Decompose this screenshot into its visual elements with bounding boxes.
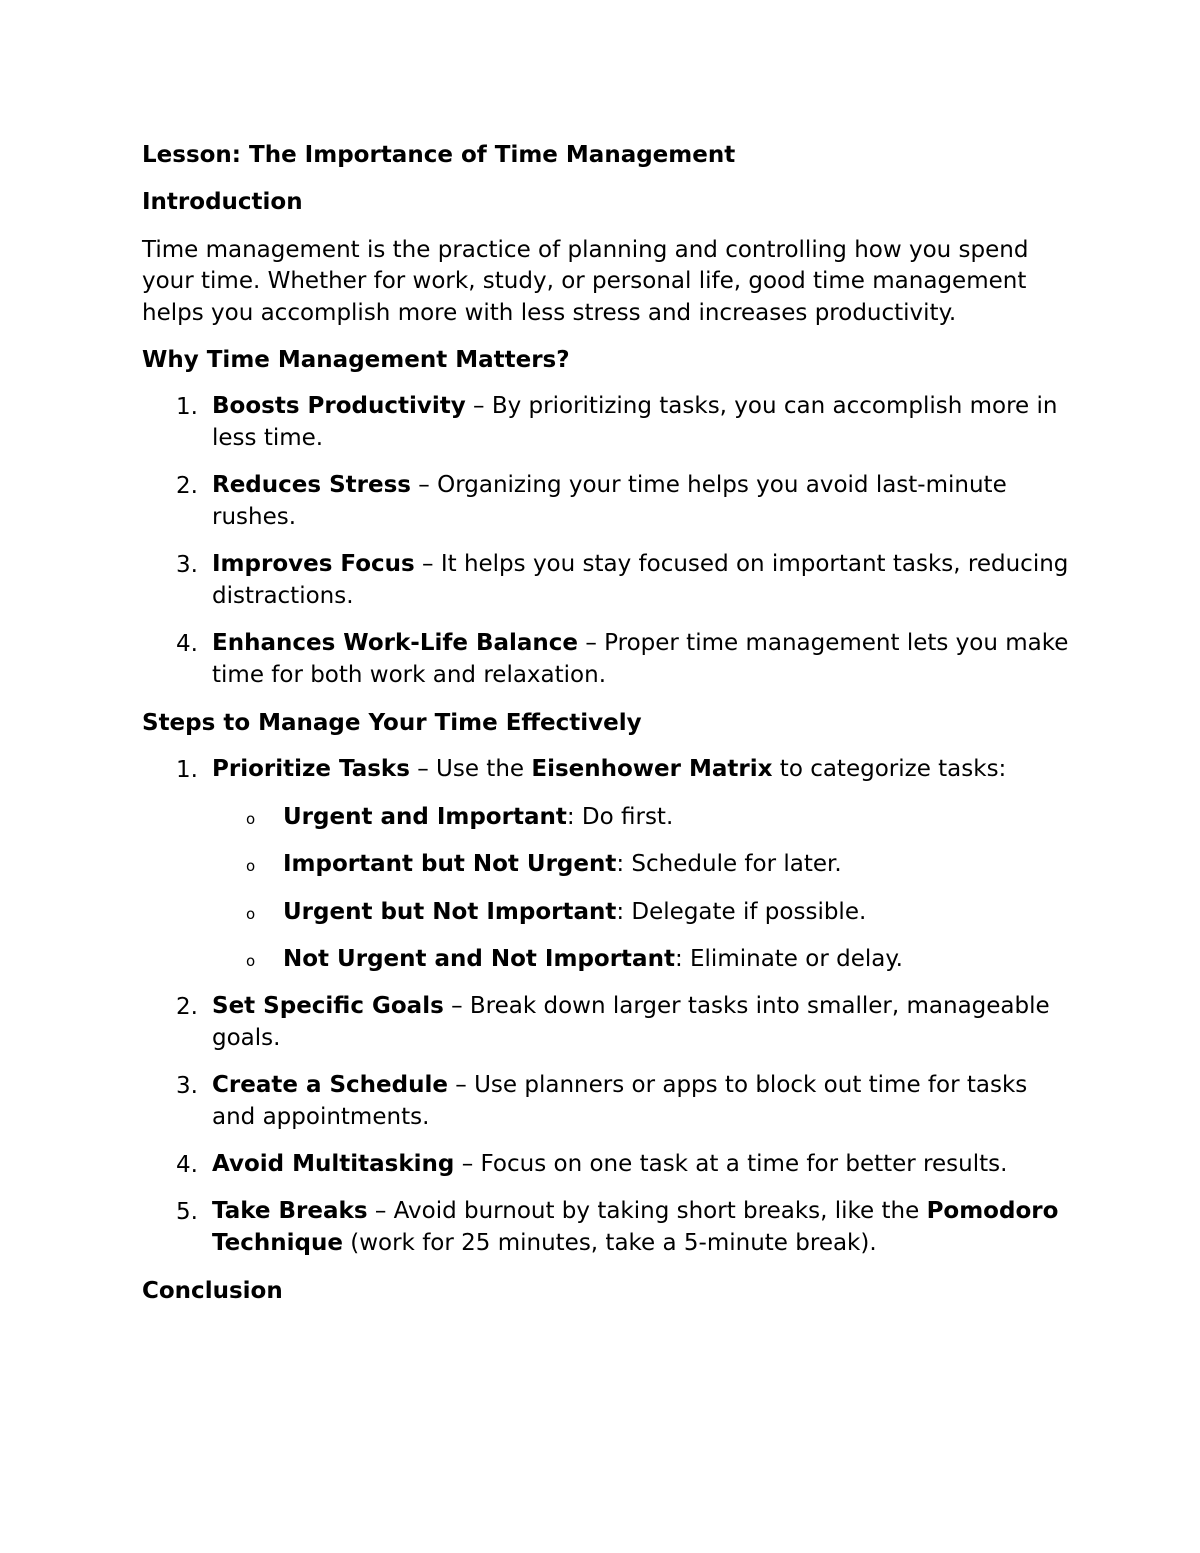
bullet-marker: o	[246, 857, 256, 875]
item-text: – By prioritizing tasks, you can accomplish more in less time.	[212, 393, 1058, 451]
list-number: 3.	[176, 1073, 198, 1099]
item-term: Reduces Stress	[212, 472, 411, 498]
item-term: Set Specific Goals	[212, 993, 444, 1019]
bullet-marker: o	[246, 952, 256, 970]
item-term: Eisenhower Matrix	[531, 756, 773, 782]
document-title: Lesson: The Importance of Time Management	[142, 142, 736, 168]
subitem-not-urgent-not-important	[283, 943, 903, 975]
list-number: 1.	[176, 394, 198, 420]
subitem-urgent-important	[283, 801, 673, 833]
item-text: – Focus on one task at a time for better results.	[454, 1151, 1008, 1177]
item-text: to categorize tasks:	[772, 756, 1007, 782]
item-term: Not Urgent and Not Important	[283, 946, 675, 972]
item-text: – Break down larger tasks into smaller, manageable goals.	[212, 993, 1050, 1051]
intro-paragraph-line-1: Time management is the practice of planning and controlling how you spend	[142, 237, 1029, 263]
item-term: Create a Schedule	[212, 1072, 448, 1098]
item-text: : Delegate if possible.	[616, 899, 867, 925]
introduction-heading: Introduction	[142, 189, 303, 215]
list-number: 2.	[176, 473, 198, 499]
item-term: Improves Focus	[212, 551, 415, 577]
item-text: – Organizing your time helps you avoid last-minute rushes.	[212, 472, 1007, 530]
step-set-specific-goals	[212, 991, 1072, 1054]
intro-paragraph-line-3: helps you accomplish more with less stress and increases productivity.	[142, 300, 957, 326]
list-number: 2.	[176, 994, 198, 1020]
step-create-schedule	[212, 1070, 1072, 1133]
list-item-boosts-productivity	[212, 391, 1072, 454]
item-text: – Use planners or apps to block out time for tasks and appointments.	[212, 1072, 1028, 1130]
item-term: Urgent but Not Important	[283, 899, 617, 925]
item-term: Enhances Work-Life Balance	[212, 630, 579, 656]
item-term: Pomodoro Technique	[212, 1198, 1059, 1256]
item-term: Urgent and Important	[283, 804, 567, 830]
steps-heading: Steps to Manage Your Time Effectively	[142, 710, 642, 736]
item-text: : Eliminate or delay.	[674, 946, 903, 972]
item-term: Avoid Multitasking	[212, 1151, 455, 1177]
step-avoid-multitasking	[212, 1149, 1072, 1181]
list-item-work-life-balance	[212, 628, 1072, 691]
item-text: – Avoid burnout by taking short breaks, like the	[367, 1198, 927, 1224]
bullet-marker: o	[246, 905, 256, 923]
item-text: : Schedule for later.	[616, 851, 842, 877]
bullet-marker: o	[246, 810, 256, 828]
list-number: 4.	[176, 631, 198, 657]
item-text: – Proper time management lets you make time for both work and relaxation.	[212, 630, 1069, 688]
subitem-important-not-urgent	[283, 848, 842, 880]
item-text: – It helps you stay focused on important tasks, reducing distractions.	[212, 551, 1069, 609]
item-term: Take Breaks	[212, 1198, 368, 1224]
list-item-reduces-stress	[212, 470, 1072, 533]
list-number: 3.	[176, 552, 198, 578]
intro-paragraph-line-2: your time. Whether for work, study, or personal life, good time management	[142, 268, 1027, 294]
list-number: 4.	[176, 1152, 198, 1178]
list-item-improves-focus	[212, 549, 1072, 612]
item-text: : Do first.	[566, 804, 674, 830]
conclusion-heading: Conclusion	[142, 1278, 283, 1304]
item-term: Important but Not Urgent	[283, 851, 617, 877]
item-term: Boosts Productivity	[212, 393, 466, 419]
why-heading: Why Time Management Matters?	[142, 347, 570, 373]
list-number: 5.	[176, 1199, 198, 1225]
item-text: (work for 25 minutes, take a 5-minute break).	[342, 1229, 877, 1256]
step-prioritize-tasks	[212, 754, 1072, 786]
item-text: – Use the	[409, 756, 532, 782]
step-take-breaks	[212, 1196, 1072, 1259]
list-number: 1.	[176, 757, 198, 783]
item-term: Prioritize Tasks	[212, 756, 410, 782]
subitem-urgent-not-important	[283, 896, 866, 928]
